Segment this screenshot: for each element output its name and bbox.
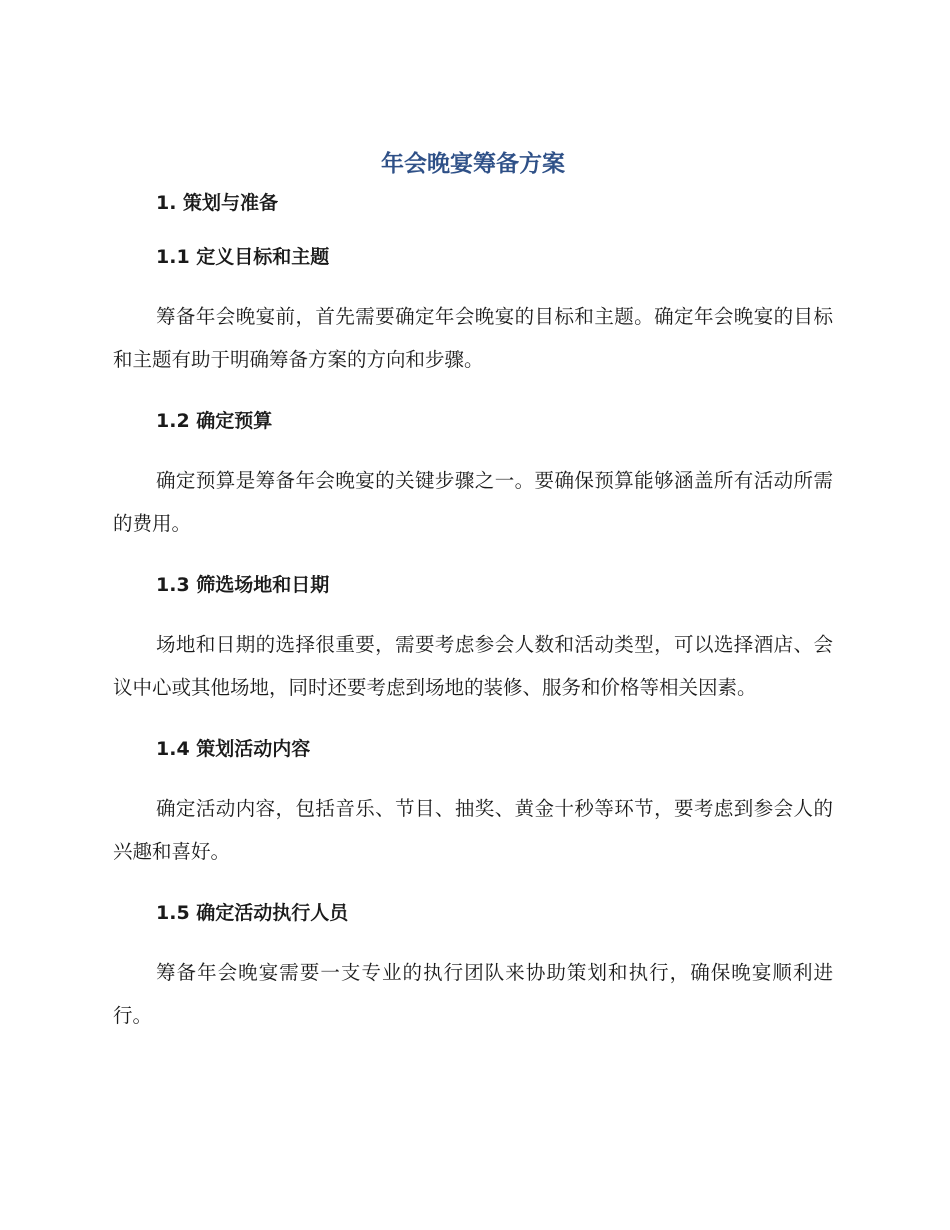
subsection-heading-1-4: 1.4 策划活动内容 <box>156 738 311 760</box>
section-heading: 1. 策划与准备 <box>156 192 279 214</box>
subsection-heading-1-2: 1.2 确定预算 <box>156 410 273 432</box>
subsection-heading-1-5: 1.5 确定活动执行人员 <box>156 902 349 924</box>
subsection-body-1-1: 筹备年会晚宴前，首先需要确定年会晚宴的目标和主题。确定年会晚宴的目标和主题有助于明确筹备方案的方向和步骤。 <box>113 305 833 371</box>
document-title: 年会晚宴筹备方案 <box>381 151 565 177</box>
subsection-body-1-4: 确定活动内容，包括音乐、节目、抽奖、黄金十秒等环节，要考虑到参会人的兴趣和喜好。 <box>113 797 833 863</box>
subsection-body-1-5: 筹备年会晚宴需要一支专业的执行团队来协助策划和执行，确保晚宴顺利进行。 <box>113 961 833 1027</box>
subsection-body-1-3: 场地和日期的选择很重要，需要考虑参会人数和活动类型，可以选择酒店、会议中心或其他场地，同时还要考虑到场地的装修、服务和价格等相关因素。 <box>113 633 833 699</box>
subsection-body-1-2: 确定预算是筹备年会晚宴的关键步骤之一。要确保预算能够涵盖所有活动所需的费用。 <box>113 469 833 535</box>
subsection-heading-1-1: 1.1 定义目标和主题 <box>156 246 330 268</box>
document-body <box>113 143 833 1037</box>
subsection-heading-1-3: 1.3 筛选场地和日期 <box>156 574 330 596</box>
